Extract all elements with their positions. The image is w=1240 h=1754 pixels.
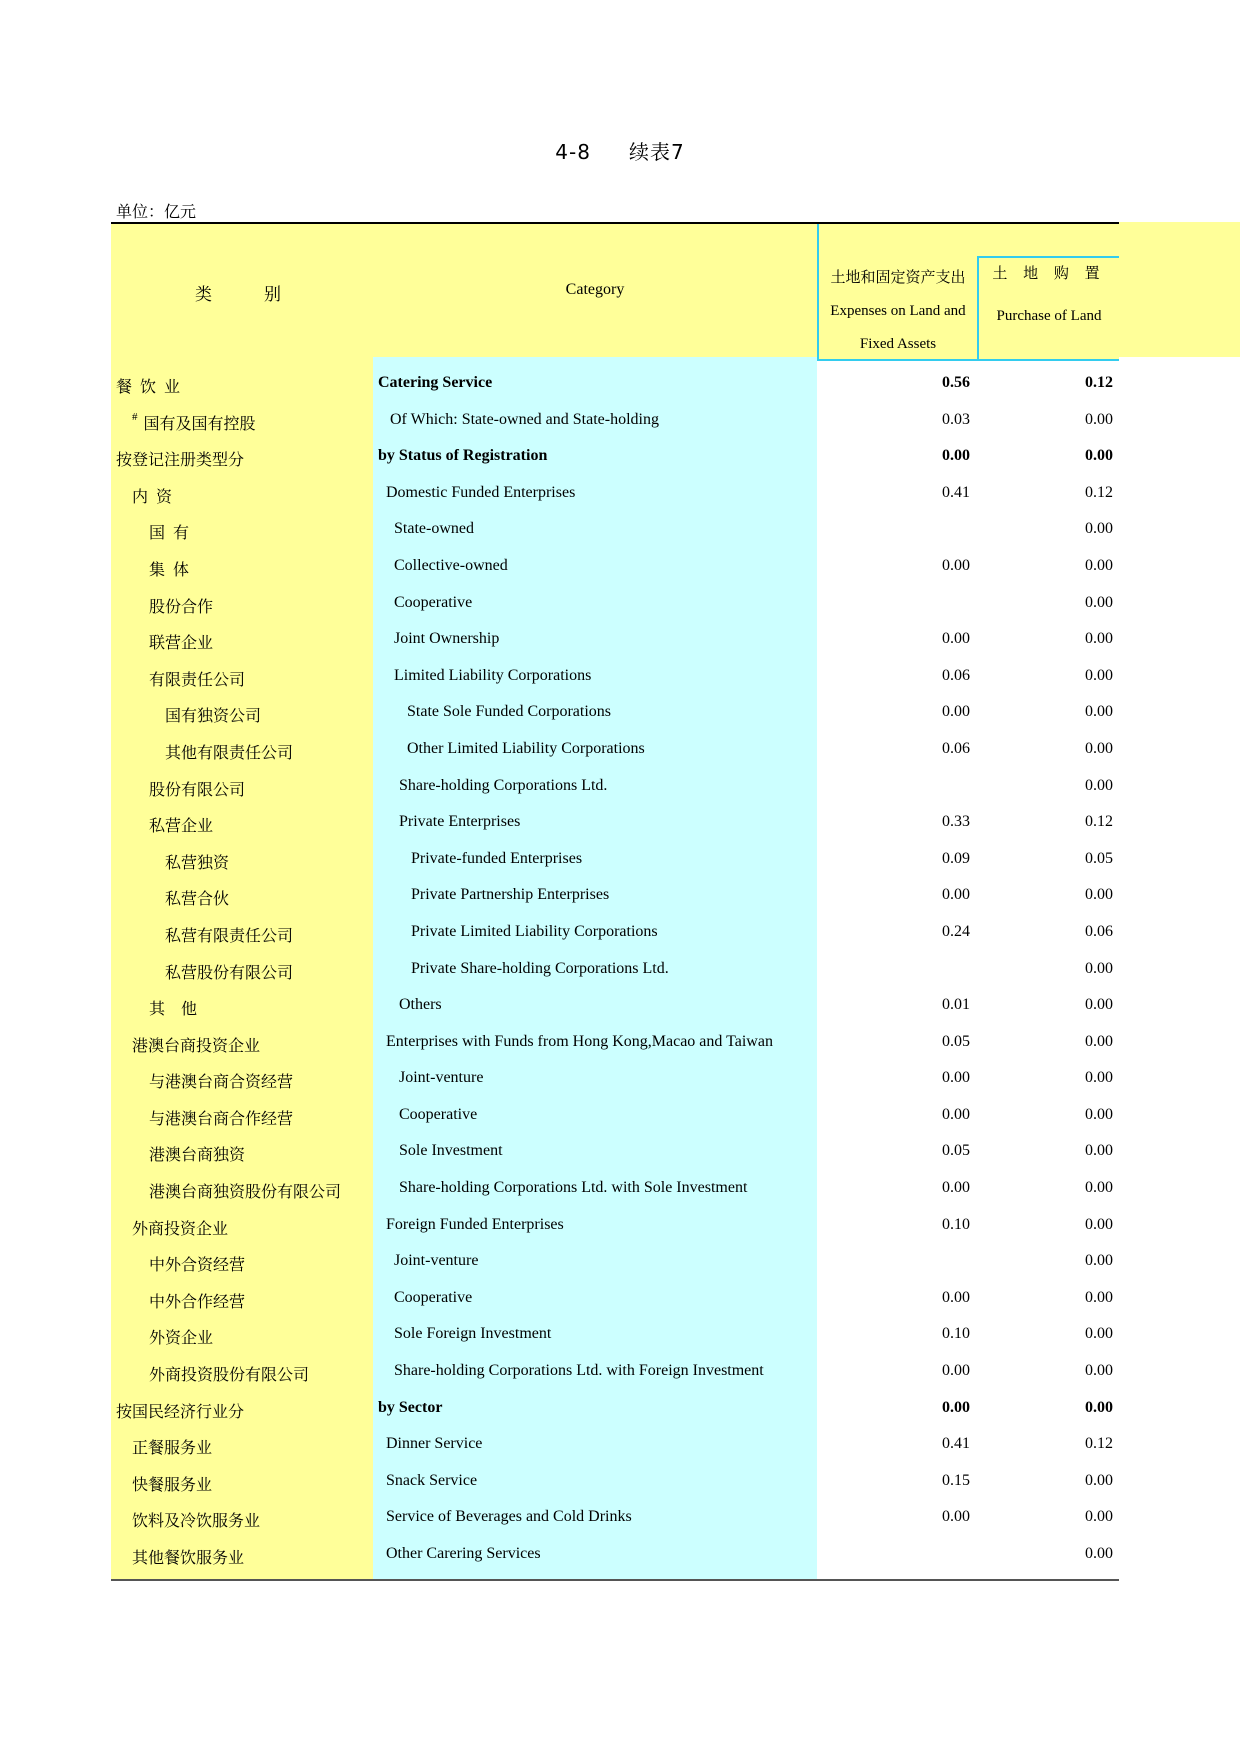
row-en: State Sole Funded Corporations [407,703,611,721]
row-en: Private Limited Liability Corporations [411,922,658,940]
row-expenses: 0.41 [942,1435,970,1453]
table-row [111,549,1119,586]
row-cn: 国有独资公司 [165,708,262,726]
row-purchase: 0.00 [1085,520,1113,538]
table-row [111,1244,1119,1281]
row-cn: 外资企业 [149,1330,214,1348]
asterisk-icon: # [132,410,138,423]
row-en: Cooperative [399,1105,478,1123]
row-en: Snack Service [386,1471,478,1489]
row-cn: 私营股份有限公司 [165,964,294,982]
table-row [111,1391,1119,1428]
row-cn: 港澳台商独资股份有限公司 [149,1184,342,1202]
row-purchase: 0.00 [1085,1325,1113,1343]
row-expenses: 0.56 [942,374,970,391]
row-en: by Status of Registration [378,447,548,465]
row-cn: 中外合作经营 [149,1293,246,1311]
row-expenses: 0.41 [942,483,970,501]
header-expenses-cn: 土地和固定资产支出 [830,270,966,286]
row-cn: 快餐服务业 [132,1476,213,1494]
row-en: Limited Liability Corporations [394,666,592,684]
row-en: Others [399,996,442,1014]
row-en: Domestic Funded Enterprises [386,483,576,501]
table-row [111,842,1119,879]
row-en: State-owned [394,520,474,538]
table-row [111,695,1119,732]
row-en: Private Partnership Enterprises [411,886,610,904]
header-divider [977,256,1119,258]
row-en: Sole Foreign Investment [394,1325,552,1343]
row-purchase: 0.12 [1085,483,1113,501]
row-en: by Sector [378,1398,443,1416]
row-cn: 股份合作 [149,598,214,616]
table-row [111,586,1119,623]
row-cn: 私营有限责任公司 [165,927,294,945]
table-row [111,366,1119,403]
table-row [111,1281,1119,1318]
row-cn: 港澳台商独资 [149,1147,246,1165]
table-rows [111,366,1119,1574]
row-expenses: 0.06 [942,666,970,684]
row-cn: 私营独资 [165,854,230,872]
row-cn: 私营合伙 [165,891,230,909]
row-expenses: 0.00 [942,1288,970,1306]
row-purchase: 0.00 [1085,556,1113,574]
row-purchase: 0.00 [1085,1288,1113,1306]
row-purchase: 0.12 [1085,813,1113,831]
row-purchase: 0.00 [1085,1471,1113,1489]
table-row [111,1537,1119,1574]
table-row [111,476,1119,513]
row-cn: 餐饮业 [116,379,189,396]
row-purchase: 0.12 [1085,374,1113,391]
row-en: Foreign Funded Enterprises [386,1215,564,1233]
row-purchase: 0.00 [1085,1545,1113,1562]
header-category-cn: 类 别 [195,285,287,304]
table-row [111,1098,1119,1135]
row-expenses: 0.06 [942,739,970,757]
table-row [111,1500,1119,1537]
row-expenses: 0.05 [942,1142,970,1160]
row-en: Share-holding Corporations Ltd. [399,776,608,794]
row-expenses: 0.10 [942,1325,970,1343]
row-en: Cooperative [394,1288,473,1306]
row-cn: 有限责任公司 [149,671,246,689]
row-purchase: 0.00 [1085,410,1113,428]
row-expenses: 0.00 [942,630,970,648]
row-en: Share-holding Corporations Ltd. with Sole Investment [399,1179,748,1197]
row-purchase: 0.00 [1085,1215,1113,1233]
row-purchase: 0.00 [1085,1252,1113,1270]
row-purchase: 0.00 [1085,886,1113,904]
row-purchase: 0.00 [1085,666,1113,684]
row-en: Dinner Service [386,1435,483,1453]
table-row [111,403,1119,440]
table-row [111,878,1119,915]
table-row [111,1134,1119,1171]
row-en: Sole Investment [399,1142,503,1160]
row-cn: 中外合资经营 [149,1257,246,1275]
header-fill [1119,222,1240,357]
row-en: Collective-owned [394,556,508,574]
table-row [111,732,1119,769]
row-cn: 正餐服务业 [132,1440,213,1458]
table-row [111,512,1119,549]
table-row [111,915,1119,952]
table-row [111,439,1119,476]
unit-label: 单位：亿元 [116,204,197,221]
table-row [111,622,1119,659]
row-en: Private Share-holding Corporations Ltd. [411,959,669,977]
table-code: 4-8 [555,140,591,164]
header-divider [817,224,819,359]
table-row [111,659,1119,696]
row-expenses: 0.01 [942,996,970,1014]
row-expenses: 0.00 [942,1069,970,1087]
row-en: Joint Ownership [394,630,500,648]
row-purchase: 0.06 [1085,922,1113,940]
page-title [0,136,1240,165]
row-en: Share-holding Corporations Ltd. with Foreign Investment [394,1362,764,1380]
row-expenses: 0.00 [942,1179,970,1197]
row-expenses: 0.00 [942,886,970,904]
row-purchase: 0.00 [1085,447,1113,465]
row-purchase: 0.00 [1085,776,1113,794]
row-en: Cooperative [394,593,473,611]
row-cn: 股份有限公司 [149,781,246,799]
row-purchase: 0.12 [1085,1435,1113,1453]
row-en: Other Carering Services [386,1545,541,1562]
row-en: Joint-venture [394,1252,479,1270]
header-purchase-cn: 土 地 购 置 [992,266,1106,282]
row-expenses: 0.00 [942,703,970,721]
row-en: Private Enterprises [399,813,521,831]
row-en: Of Which: State-owned and State-holding [390,410,659,428]
table-row [111,1354,1119,1391]
row-cn: 按登记注册类型分 [116,452,245,470]
header-divider [977,256,979,359]
row-purchase: 0.00 [1085,1032,1113,1050]
header-category-en: Category [565,281,625,298]
table-row [111,988,1119,1025]
table-row [111,1025,1119,1062]
row-purchase: 0.00 [1085,1105,1113,1123]
row-expenses: 0.00 [942,556,970,574]
row-cn: 内资 [132,488,181,506]
row-purchase: 0.05 [1085,849,1113,867]
header-purchase-en: Purchase of Land [996,308,1102,324]
row-en: Private-funded Enterprises [411,849,583,867]
row-expenses: 0.15 [942,1471,970,1489]
row-expenses: 0.00 [942,447,970,465]
row-cn: 国有 [149,525,198,543]
row-expenses: 0.24 [942,922,970,940]
row-expenses: 0.03 [942,410,970,428]
row-en: Other Limited Liability Corporations [407,739,645,757]
row-purchase: 0.00 [1085,1362,1113,1380]
row-cn: 港澳台商投资企业 [132,1037,261,1055]
row-cn: 按国民经济行业分 [116,1403,245,1421]
header-expenses-en-1: Expenses on Land and [830,303,966,319]
row-en: Catering Service [378,374,493,391]
table-row [111,1171,1119,1208]
header-purchase [979,262,1119,325]
row-purchase: 0.00 [1085,739,1113,757]
row-en: Service of Beverages and Cold Drinks [386,1508,632,1526]
row-purchase: 0.00 [1085,1069,1113,1087]
row-expenses: 0.00 [942,1362,970,1380]
table-row [111,805,1119,842]
row-purchase: 0.00 [1085,630,1113,648]
row-purchase: 0.00 [1085,593,1113,611]
table-row [111,1208,1119,1245]
header-expenses-en-2: Fixed Assets [859,336,937,352]
row-purchase: 0.00 [1085,959,1113,977]
row-purchase: 0.00 [1085,1142,1113,1160]
row-cn: # 国有及国有控股 [132,410,256,433]
row-purchase: 0.00 [1085,1398,1113,1416]
table-row [111,769,1119,806]
row-expenses: 0.10 [942,1215,970,1233]
row-expenses: 0.00 [942,1105,970,1123]
row-en: Enterprises with Funds from Hong Kong,Macao and Taiwan [386,1032,773,1050]
row-cn: 私营企业 [149,818,214,836]
table-label: 续表7 [628,140,685,164]
table-body [111,357,1119,1581]
row-purchase: 0.00 [1085,1179,1113,1197]
row-purchase: 0.00 [1085,996,1113,1014]
row-expenses: 0.33 [942,813,970,831]
row-cn: 其他 [149,1001,214,1019]
row-expenses: 0.09 [942,849,970,867]
row-cn: 集体 [149,561,198,579]
row-purchase: 0.00 [1085,1508,1113,1526]
row-purchase: 0.00 [1085,703,1113,721]
row-expenses: 0.00 [942,1508,970,1526]
row-cn: 外商投资企业 [132,1220,229,1238]
table-row [111,1317,1119,1354]
row-expenses: 0.05 [942,1032,970,1050]
row-en: Joint-venture [399,1069,484,1087]
row-cn: 其他餐饮服务业 [132,1550,245,1567]
row-cn: 其他有限责任公司 [165,744,294,762]
table-row [111,1061,1119,1098]
row-expenses: 0.00 [942,1398,970,1416]
table-row [111,1464,1119,1501]
table-header [111,222,1119,361]
row-cn: 与港澳台商合资经营 [149,1074,294,1092]
table-row [111,1427,1119,1464]
row-cn: 饮料及冷饮服务业 [132,1513,261,1531]
row-cn: 外商投资股份有限公司 [149,1367,310,1385]
row-cn: 与港澳台商合作经营 [149,1110,294,1128]
table-row [111,952,1119,989]
row-cn: 联营企业 [149,635,214,653]
header-expenses [819,262,977,361]
